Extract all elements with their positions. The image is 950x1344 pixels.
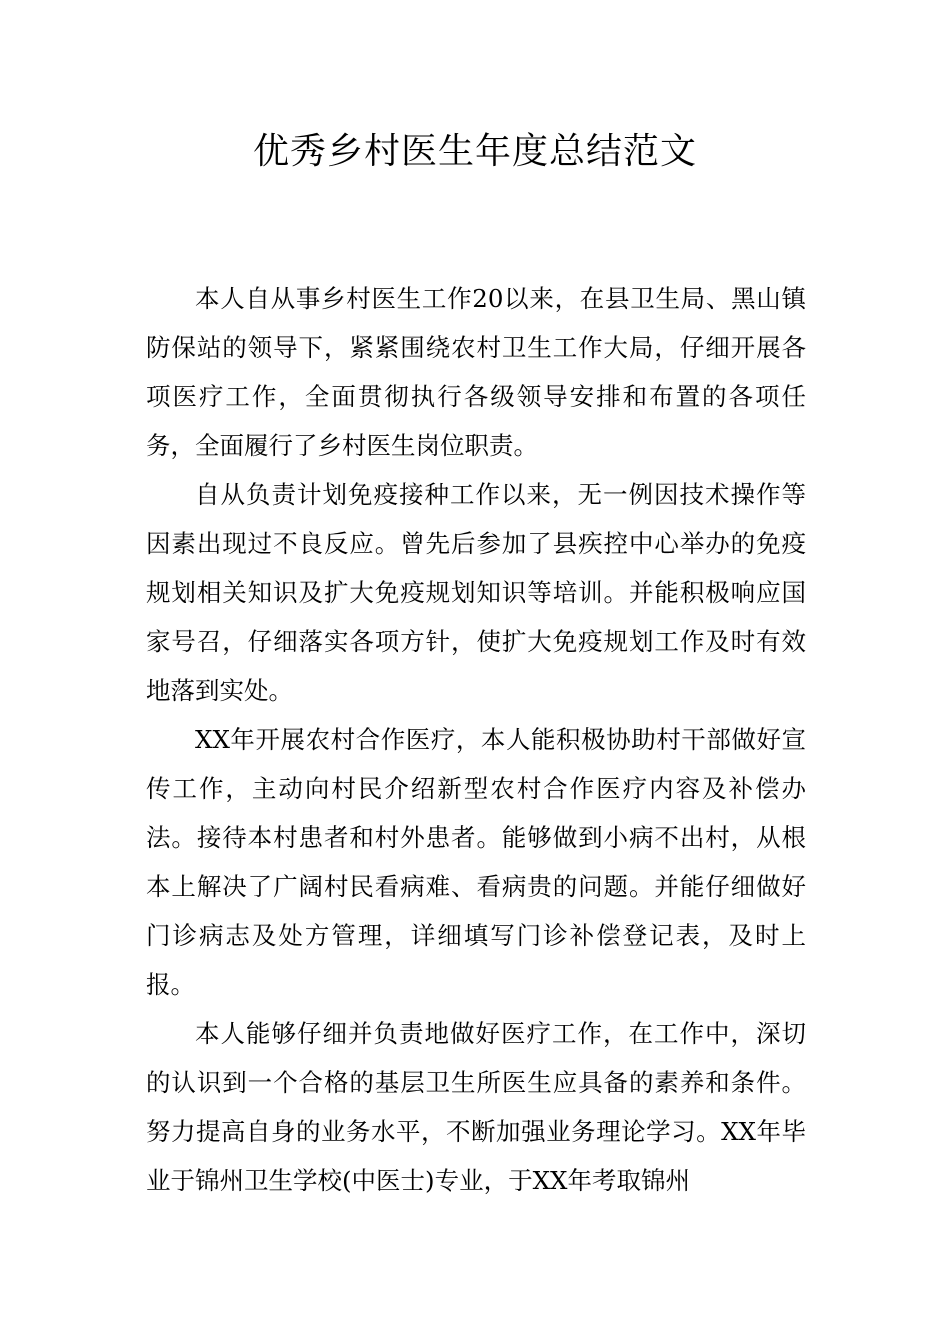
document-title: 优秀乡村医生年度总结范文 [252, 131, 697, 172]
paragraph-4: 本人能够仔细并负责地做好医疗工作，在工作中，深切的认识到一个合格的基层卫生所医生应具备的素养和条件。努力提高自身的业务水平，不断加强业务理论学习。XX年毕业于锦州卫生学校(中医士)专业，于XX年考取锦州 [146, 1019, 806, 1195]
document-body [146, 274, 806, 1205]
paragraph-1: 本人自从事乡村医生工作20以来，在县卫生局、黑山镇防保站的领导下，紧紧围绕农村卫生工作大局，仔细开展各项医疗工作，全面贯彻执行各级领导安排和布置的各项任务，全面履行了乡村医生岗位职责。 [146, 284, 806, 460]
paragraph-3: XX年开展农村合作医疗，本人能积极协助村干部做好宣传工作，主动向村民介绍新型农村合作医疗内容及补偿办法。接待本村患者和村外患者。能够做到小病不出村，从根本上解决了广阔村民看病难、看病贵的问题。并能仔细做好门诊病志及处方管理，详细填写门诊补偿登记表，及时上报。 [146, 725, 806, 999]
paragraph-2: 自从负责计划免疫接种工作以来，无一例因技术操作等因素出现过不良反应。曾先后参加了县疾控中心举办的免疫规划相关知识及扩大免疫规划知识等培训。并能积极响应国家号召，仔细落实各项方针，使扩大免疫规划工作及时有效地落到实处。 [146, 480, 806, 705]
